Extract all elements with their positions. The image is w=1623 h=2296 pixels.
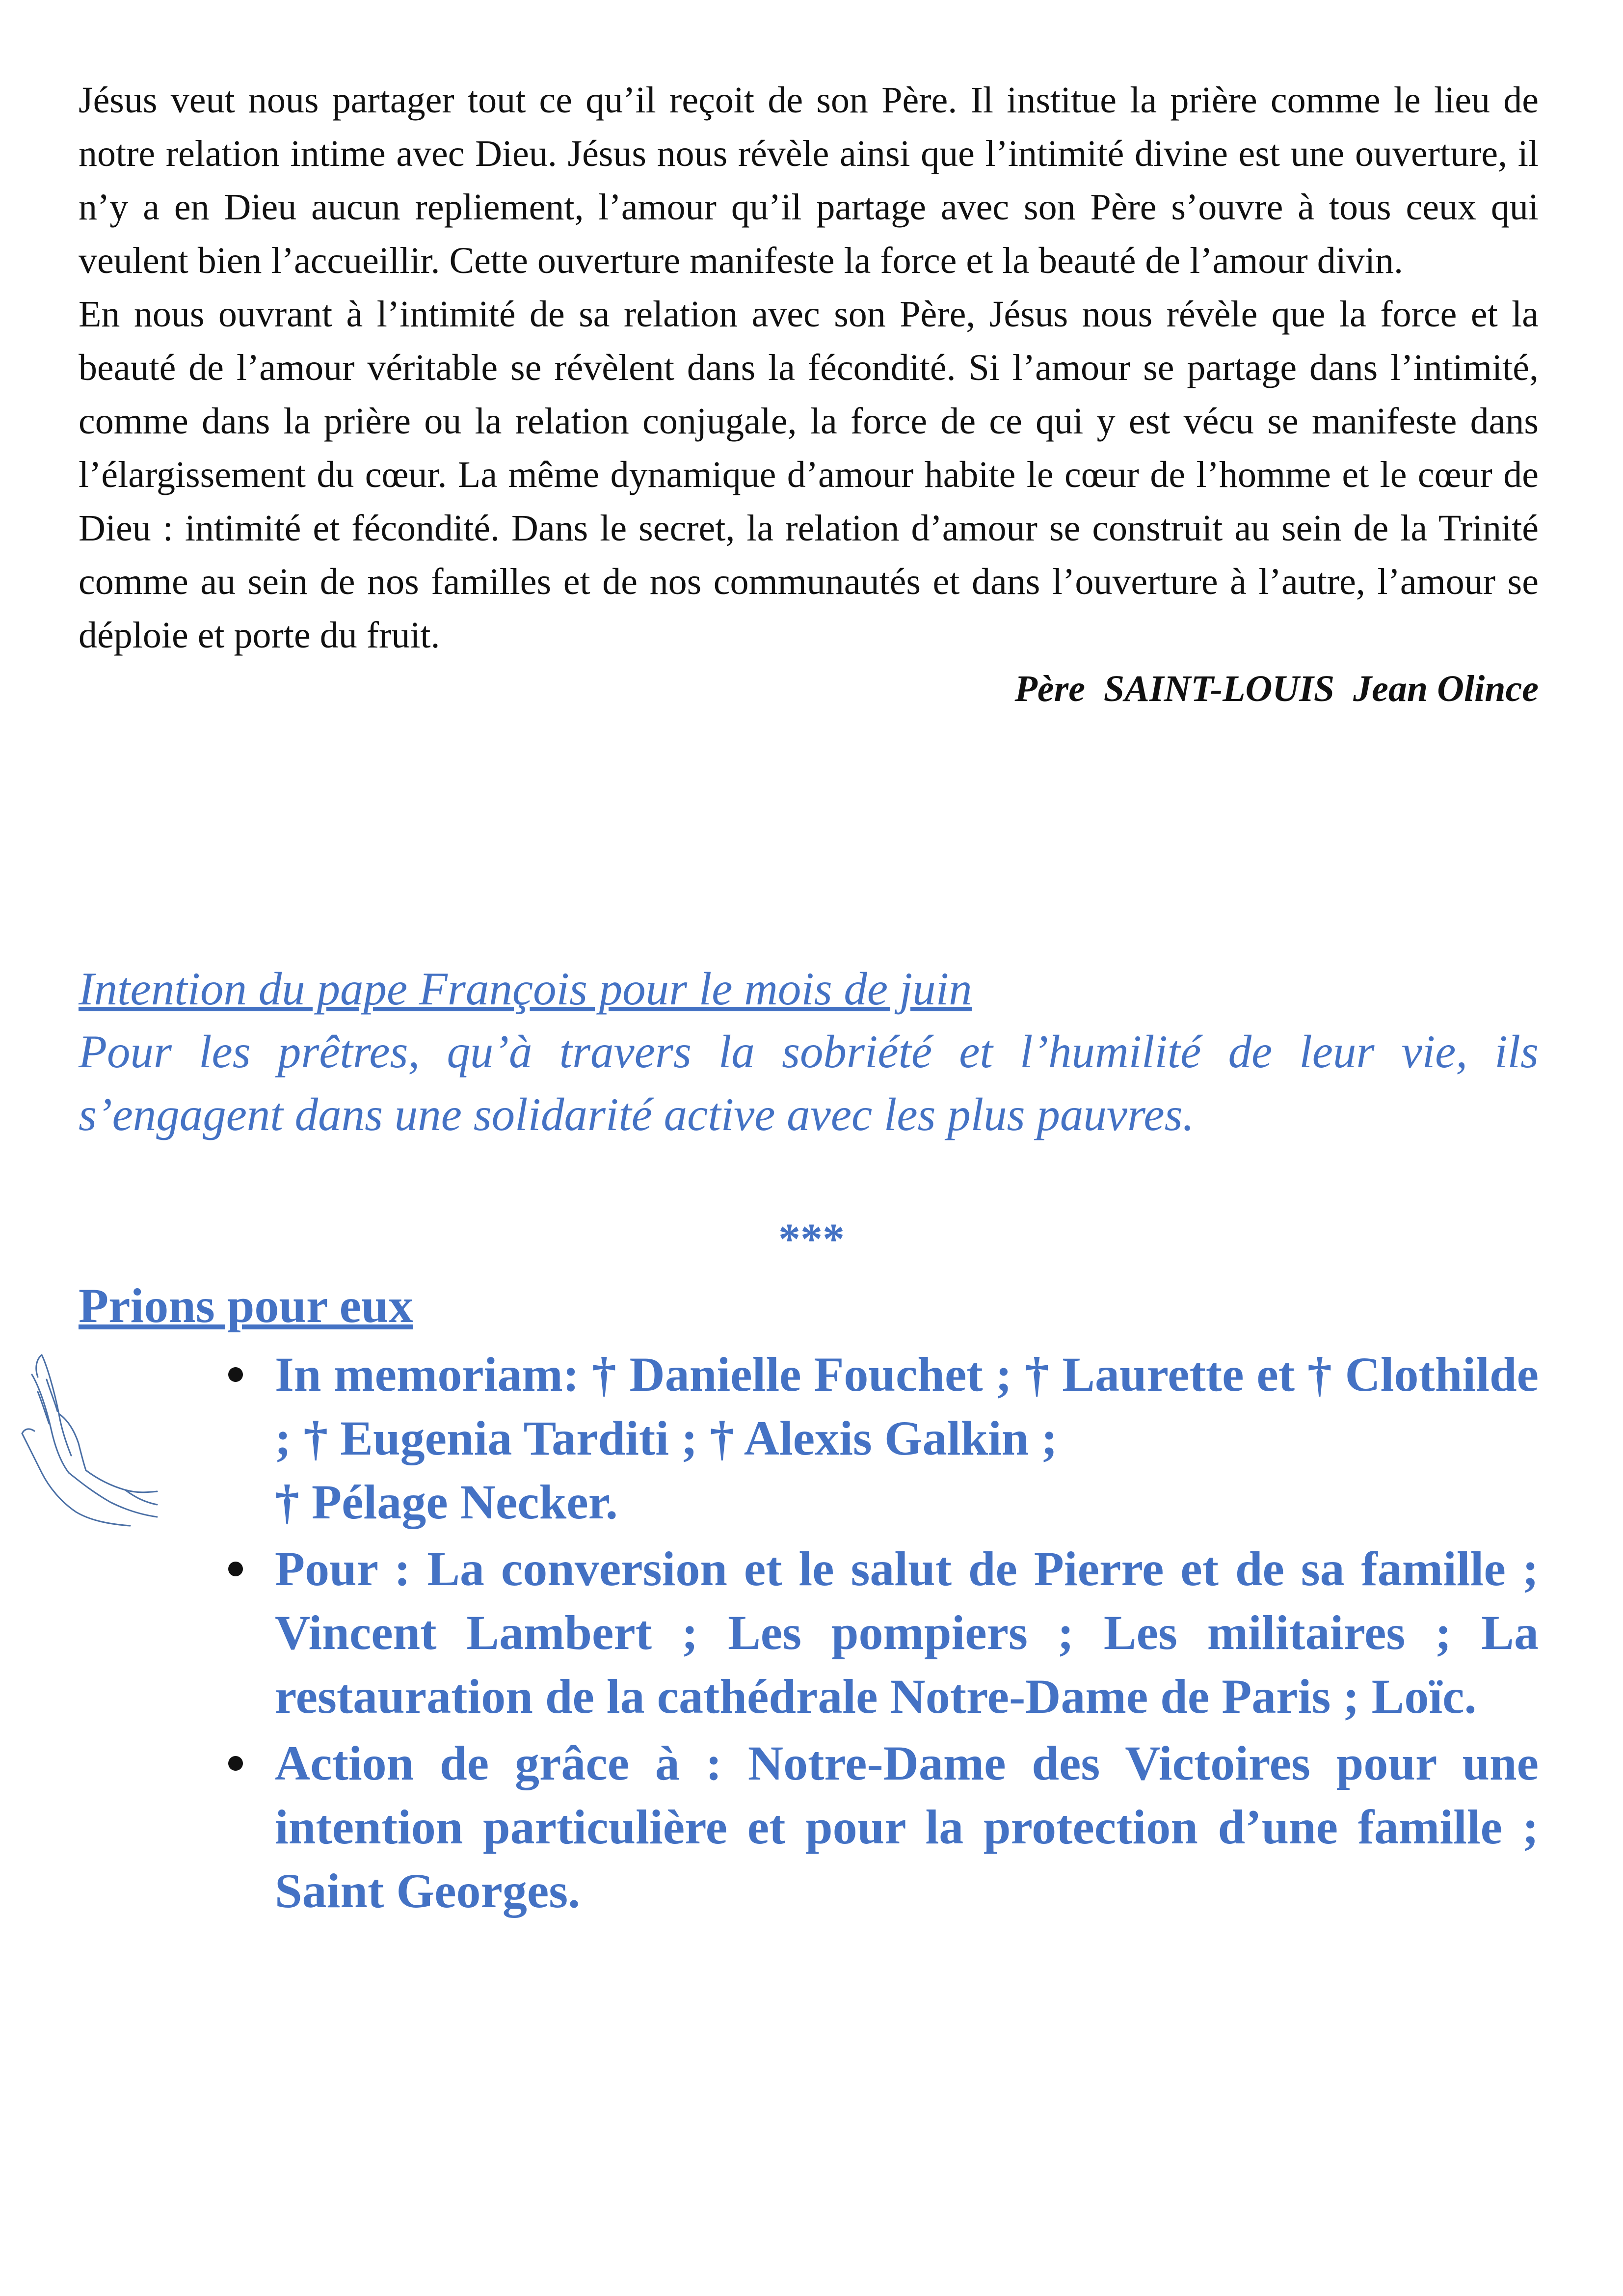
main-text-block	[79, 74, 1539, 716]
list-item-action-de-grace: Action de grâce à : Notre-Dame des Victoires pour une intention particulière et pour la protection d’une famille ; Saint Georges.	[275, 1731, 1539, 1923]
intention-title: Intention du pape François pour le mois de juin	[79, 963, 972, 1015]
separator: ***	[778, 1215, 845, 1264]
prayer-list	[275, 1343, 1539, 1926]
prayer-heading: Prions pour eux	[79, 1278, 413, 1333]
pope-intention	[79, 957, 1539, 1146]
list-item-pour: Pour : La conversion et le salut de Pierre et de sa famille ; Vincent Lambert ; Les pompiers ; Les militaires ; La restauration de la cathédrale Notre-Dame de Paris ; Loïc.	[275, 1537, 1539, 1729]
paragraph-1: Jésus veut nous partager tout ce qu’il reçoit de son Père. Il institue la prière comme le lieu de notre relation intime avec Dieu. Jésus nous révèle ainsi que l’intimité divine est une ouverture, il n’y a en Dieu aucun repliement, l’amour qu’il partage avec son Père s’ouvre à tous ceux qui veulent bien l’accueillir. Cette ouverture manifeste la force et la beauté de l’amour divin.	[79, 80, 1539, 281]
memoriam-line-2: † Pélage Necker.	[275, 1475, 618, 1529]
signature: Père SAINT-LOUIS Jean Olince	[1014, 668, 1539, 709]
intention-text: Pour les prêtres, qu’à travers la sobriété et l’humilité de leur vie, ils s’engagent dans une solidarité active avec les plus pauvres.	[79, 1026, 1539, 1140]
list-item-memoriam	[275, 1343, 1539, 1534]
memoriam-line-1: In memoriam: † Danielle Fouchet ; † Laurette et † Clothilde ; † Eugenia Tarditi ; † Alexis Galkin ;	[275, 1347, 1539, 1465]
paragraph-2: En nous ouvrant à l’intimité de sa relation avec son Père, Jésus nous révèle que la force et la beauté de l’amour véritable se révèlent dans la fécondité. Si l’amour se partage dans l’intimité, comme dans la prière ou la relation conjugale, la force de ce qui y est vécu se manifeste dans l’élargissement du cœur. La même dynamique d’amour habite le cœur de l’homme et le cœur de Dieu : intimité et fécondité. Dans le secret, la relation d’amour se construit au sein de la Trinité comme au sein de nos familles et de nos communautés et dans l’ouverture à l’autre, l’amour se déploie et porte du fruit.	[79, 294, 1539, 656]
body-paragraphs	[79, 74, 1539, 662]
praying-hands-icon	[12, 1345, 160, 1527]
